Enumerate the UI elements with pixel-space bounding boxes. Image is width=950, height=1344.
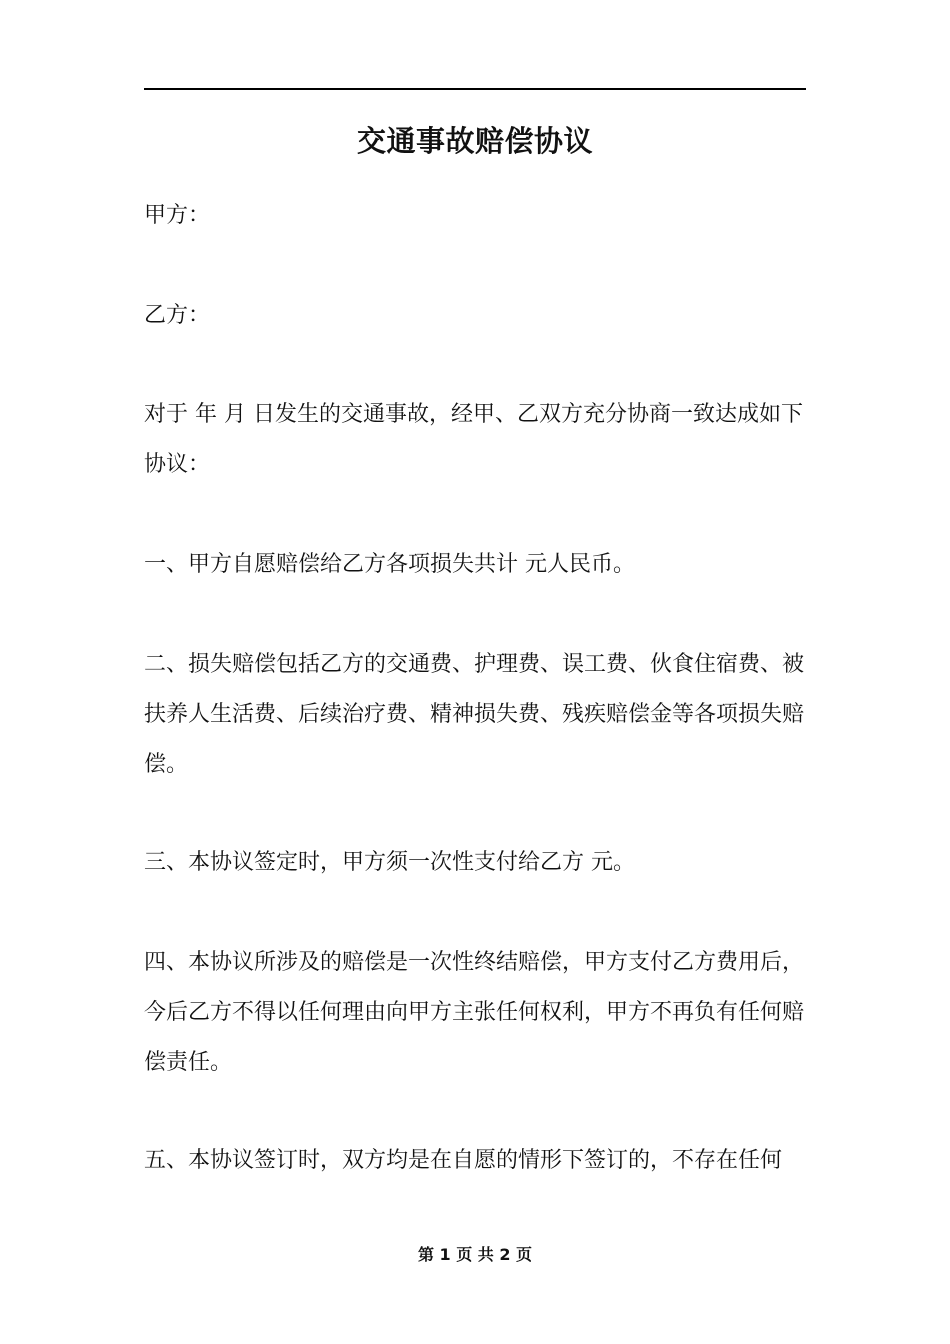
- party-b-label: 乙方：: [144, 303, 211, 328]
- clause-2: 二、损失赔偿包括乙方的交通费、护理费、误工费、伙食住宿费、被扶养人生活费、后续治疗费、精神损失费、残疾赔偿金等各项损失赔偿。: [144, 652, 805, 777]
- clause-1: 一、甲方自愿赔偿给乙方各项损失共计 元人民币。: [144, 552, 635, 577]
- document-title: 交通事故赔偿协议: [356, 124, 593, 158]
- party-a-label: 甲方：: [144, 203, 211, 228]
- clause-4: 四、本协议所涉及的赔偿是一次性终结赔偿，甲方支付乙方费用后，今后乙方不得以任何理由向甲方主张任何权利，甲方不再负有任何赔偿责任。: [144, 950, 805, 1075]
- clause-5: 五、本协议签订时，双方均是在自愿的情形下签订的，不存在任何: [144, 1148, 783, 1173]
- page-indicator: 第 1 页 共 2 页: [417, 1245, 533, 1264]
- clause-3: 三、本协议签定时，甲方须一次性支付给乙方 元。: [144, 850, 635, 875]
- intro-paragraph: 对于 年 月 日发生的交通事故，经甲、乙双方充分协商一致达成如下协议：: [144, 402, 803, 477]
- header-rule: [144, 88, 806, 90]
